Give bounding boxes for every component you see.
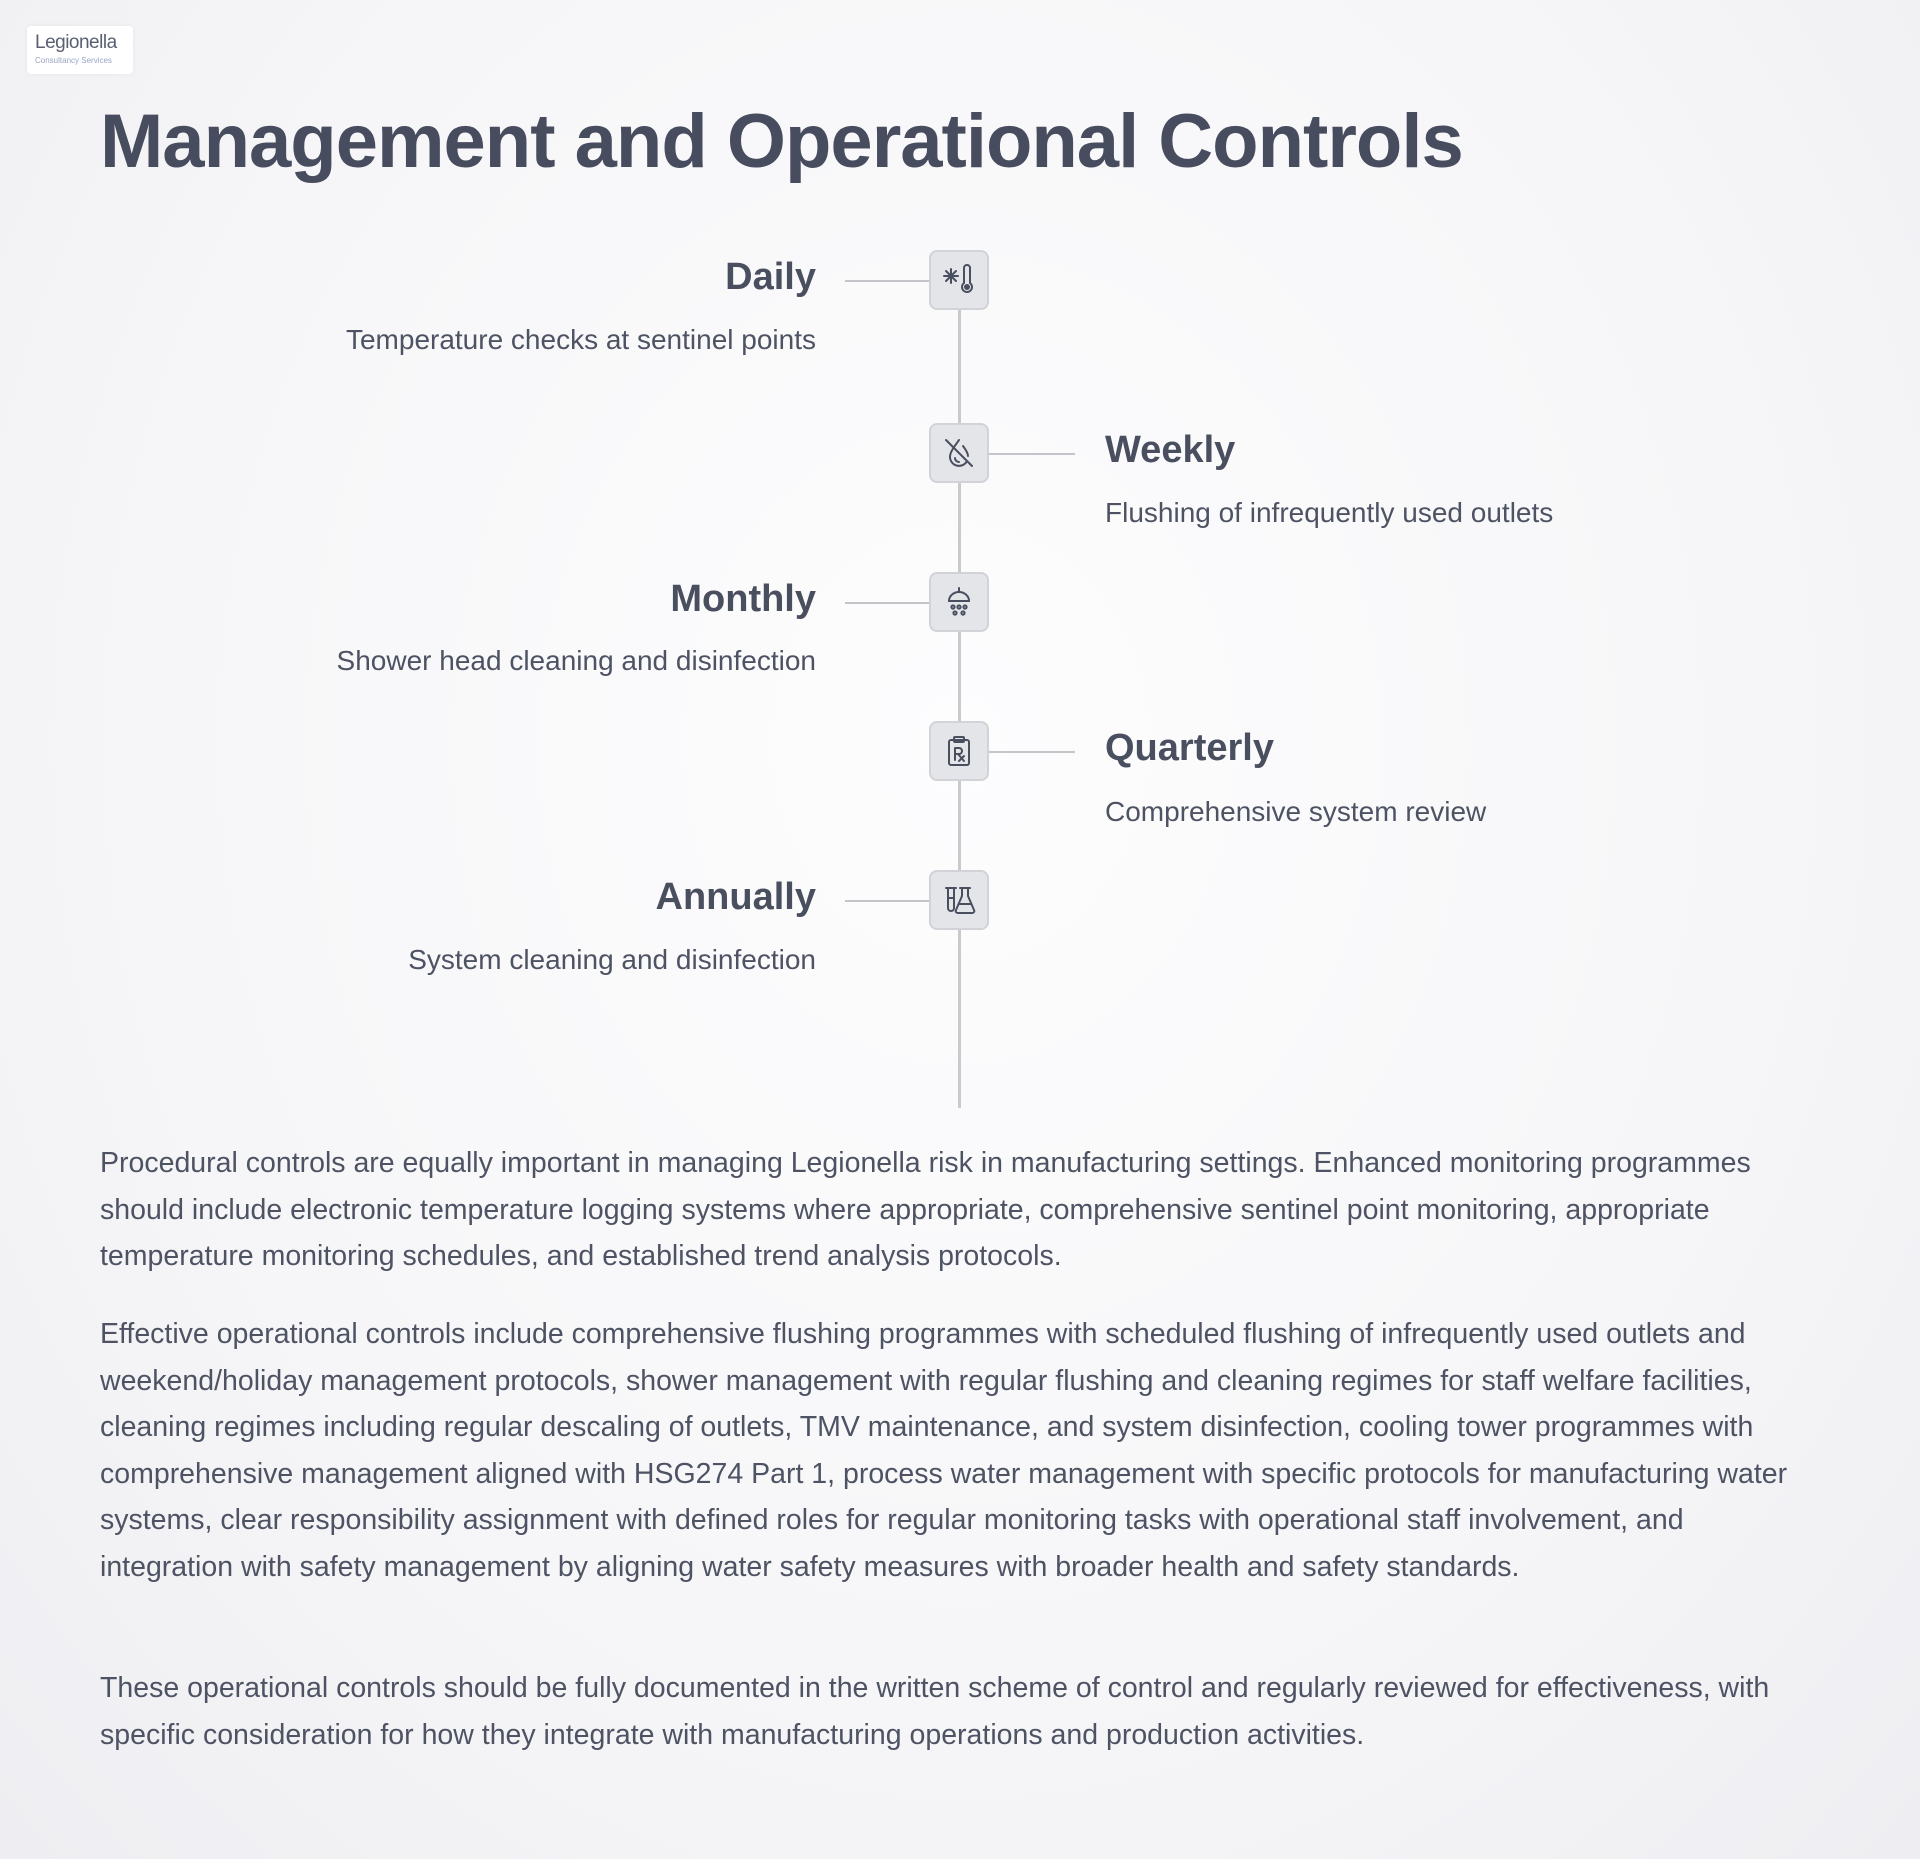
logo-subtitle: Consultancy Services (35, 56, 112, 65)
entry-description: Shower head cleaning and disinfection (336, 645, 816, 676)
connector (845, 280, 929, 282)
logo (27, 26, 133, 74)
page-title: Management and Operational Controls (100, 99, 1463, 184)
logo-name: Legionella (35, 32, 117, 53)
water-off-icon (929, 423, 989, 483)
thermometer-snowflake-icon (929, 250, 989, 310)
clipboard-rx-icon (929, 721, 989, 781)
test-tube-flask-icon (929, 870, 989, 930)
paragraph-documentation: These operational controls should be fully documented in the written scheme of control and regularly reviewed for effectiveness, with specific consideration for how they integrate with manufacturing operations and production activities. (100, 1672, 1770, 1751)
paragraph-operational-controls: Effective operational controls include comprehensive flushing programmes with scheduled flushing of infrequently used outlets and weekend/holiday management protocols, shower management with regular flushing and cleaning regimes for staff welfare facilities, cleaning regimes including regular descaling of outlets, TMV maintenance, and system disinfection, cooling tower programmes with comprehensive management aligned with HSG274 Part 1, process water management with specific protocols for manufacturing water systems, clear responsibility assignment with defined roles for regular monitoring tasks with operational staff involvement, and integration with safety management by aligning water safety measures with broader health and safety standards. (100, 1318, 1788, 1583)
entry-description: Temperature checks at sentinel points (345, 324, 816, 355)
entry-title: Quarterly (1105, 727, 1274, 769)
entry-description: Comprehensive system review (1105, 796, 1487, 827)
entry-title: Weekly (1105, 429, 1236, 471)
shower-head-icon (929, 572, 989, 632)
connector (989, 453, 1075, 455)
entry-title: Daily (725, 256, 816, 298)
entry-description: Flushing of infrequently used outlets (1105, 497, 1554, 528)
connector (989, 751, 1075, 753)
entry-title: Monthly (670, 578, 816, 620)
connector (845, 602, 929, 604)
entry-title: Annually (655, 876, 816, 918)
timeline-axis (958, 280, 961, 1108)
connector (845, 900, 929, 902)
paragraph-procedural-controls: Procedural controls are equally important in managing Legionella risk in manufacturing settings. Enhanced monitoring programmes should include electronic temperature logging systems where appropriate, comprehensive sentinel point monitoring, appropriate temperature monitoring schedules, and established trend analysis protocols. (100, 1147, 1751, 1272)
entry-description: System cleaning and disinfection (408, 944, 816, 975)
